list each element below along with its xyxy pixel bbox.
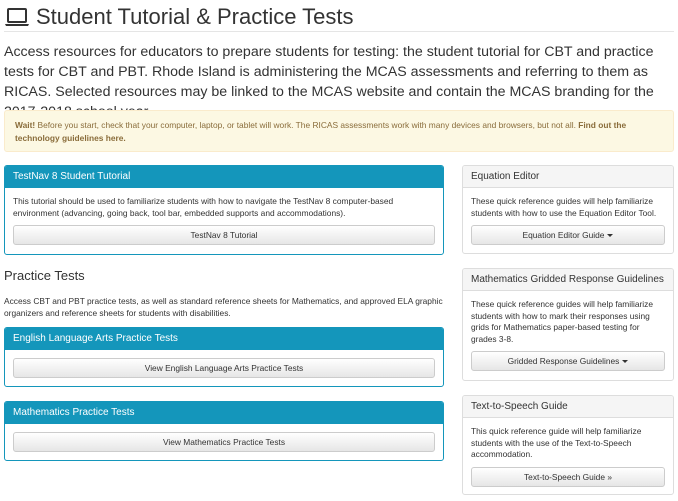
gridded-response-guidelines-button[interactable] [471, 351, 665, 371]
page-header [4, 2, 674, 32]
equation-editor-body [463, 188, 673, 253]
gridded-response-heading: Mathematics Gridded Response Guidelines [463, 269, 673, 291]
math-practice-panel [4, 401, 444, 461]
intro-text: Access resources for educators to prepare students for testing: the student tutorial for CBT and practice tests for CBT and PBT. Rhode Island is administering the MCAS assessments and referring to them as RICAS. Selected resources may be linked to the MCAS website and contain the MCAS branding for the [4, 44, 654, 100]
tutorial-panel [4, 165, 444, 255]
equation-editor-panel [462, 165, 674, 254]
practice-tests-title: Practice Tests [4, 268, 85, 283]
text-to-speech-body [463, 418, 673, 495]
equation-editor-description: These quick reference guides will help familiarize students with how to use the Equation Editor Tool. [471, 196, 657, 218]
page-title: Student Tutorial & Practice Tests [36, 3, 354, 29]
text-to-speech-description: This quick reference guide will help familiarize students with the use of the Text-to-Speech accommodation. [471, 426, 642, 459]
text-to-speech-heading: Text-to-Speech Guide [463, 396, 673, 418]
view-ela-tests-button[interactable]: View English Language Arts Practice Tests [13, 358, 435, 378]
ela-panel-body [5, 350, 443, 386]
math-panel-heading: Mathematics Practice Tests [5, 402, 443, 424]
gridded-response-guidelines-label: Gridded Response Guidelines [507, 356, 620, 366]
text-to-speech-guide-button[interactable]: Text-to-Speech Guide » [471, 467, 665, 487]
equation-editor-heading: Equation Editor [463, 166, 673, 188]
practice-tests-description: Access CBT and PBT practice tests, as well as standard reference sheets for Mathematics, and approved ELA graphic organizers and reference sheets for students with disabilities. [4, 296, 443, 318]
laptop-icon [4, 6, 30, 28]
equation-editor-guide-button[interactable] [471, 225, 665, 245]
technology-alert [4, 110, 674, 152]
alert-text: Before you start, check that your computer, laptop, or tablet will work. The RICAS assessments work with many devices and browsers, but not all. [35, 120, 579, 130]
equation-editor-guide-label: Equation Editor Guide [522, 230, 605, 240]
caret-down-icon [607, 234, 613, 237]
view-math-tests-button[interactable]: View Mathematics Practice Tests [13, 432, 435, 452]
testnav-tutorial-button[interactable]: TestNav 8 Tutorial [13, 225, 435, 245]
math-panel-body [5, 424, 443, 460]
ela-practice-panel [4, 327, 444, 387]
alert-lead: Wait! [15, 120, 36, 130]
tutorial-panel-heading: TestNav 8 Student Tutorial [5, 166, 443, 188]
gridded-response-panel [462, 268, 674, 381]
ela-panel-heading: English Language Arts Practice Tests [5, 328, 443, 350]
technology-guidelines-link[interactable]: Find out the technology guidelines here. [15, 120, 627, 143]
tutorial-panel-body [5, 188, 443, 253]
gridded-response-body [463, 291, 673, 379]
gridded-response-description: These quick reference guides will help familiarize students with how to mark their responses using grids for Mathematics paper-based testing for grades 3-8. [471, 299, 654, 344]
text-to-speech-panel [462, 395, 674, 495]
tutorial-description: This tutorial should be used to familiarize students with how to navigate the TestNav 8 computer-based environment (advancing, going back, tool bar, embedded supports and accommodations). [13, 196, 394, 218]
caret-down-icon [622, 360, 628, 363]
